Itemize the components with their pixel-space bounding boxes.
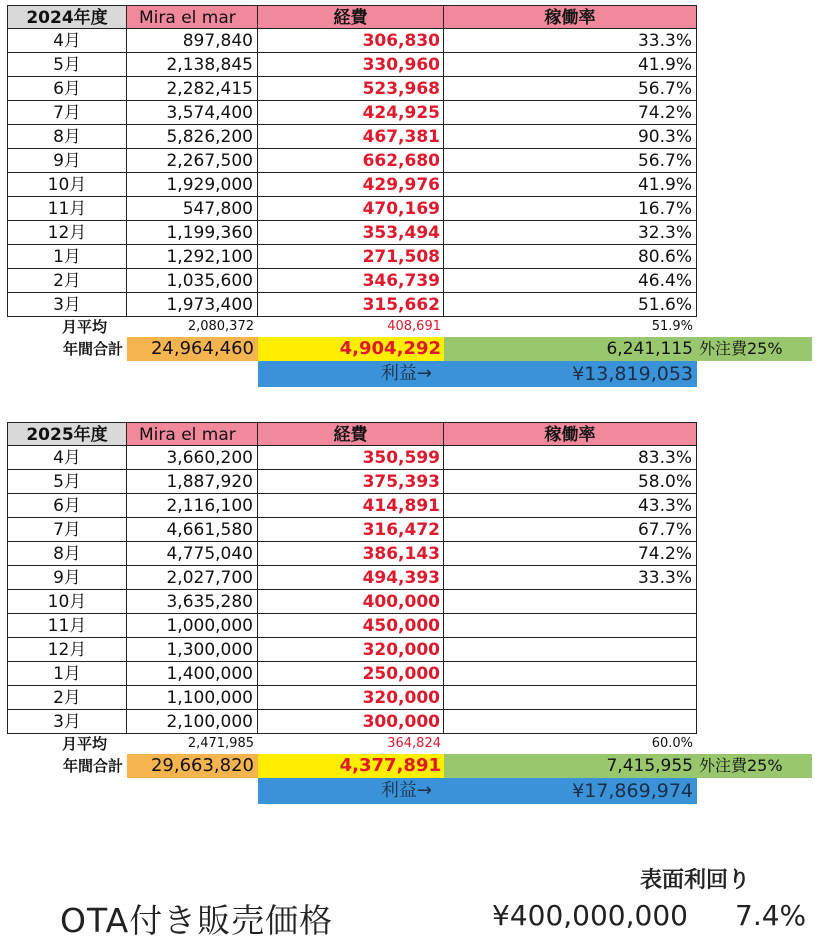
outsourcing-note: 外注費25% [699,339,783,358]
occupancy-cell: 33.3% [444,29,697,53]
occupancy-cell: 58.0% [444,470,697,494]
table-header [7,5,697,29]
expense-cell: 320,000 [258,638,444,662]
income-header: Mira el mar [127,5,258,29]
month-cell: 11月 [7,614,127,638]
month-cell: 9月 [7,566,127,590]
expense-cell: 350,599 [258,446,444,470]
income-header: Mira el mar [127,422,258,446]
total-label: 年間合計 [62,757,123,775]
month-cell: 1月 [7,245,127,269]
table-row [7,518,697,542]
expense-cell: 315,662 [258,293,444,317]
total-label: 年間合計 [62,340,123,358]
month-cell: 10月 [7,173,127,197]
table-row [7,470,697,494]
month-cell: 7月 [7,101,127,125]
occupancy-cell: 32.3% [444,221,697,245]
income-cell: 1,973,400 [127,293,258,317]
occupancy-cell [444,614,697,638]
month-cell: 3月 [7,710,127,734]
income-cell: 1,929,000 [127,173,258,197]
table-row [7,125,697,149]
income-cell: 1,300,000 [127,638,258,662]
month-cell: 4月 [7,446,127,470]
income-cell: 1,035,600 [127,269,258,293]
expense-cell: 414,891 [258,494,444,518]
expense-cell: 316,472 [258,518,444,542]
profit-label: 利益→ [380,780,432,801]
expense-cell: 250,000 [258,662,444,686]
expense-cell: 320,000 [258,686,444,710]
average-income: 2,080,372 [187,319,254,334]
occupancy-cell: 43.3% [444,494,697,518]
table-row [7,638,697,662]
table-row [7,245,697,269]
occupancy-cell: 74.2% [444,542,697,566]
table-row [7,710,697,734]
month-cell: 5月 [7,470,127,494]
average-expense: 408,691 [387,319,441,334]
expense-cell: 353,494 [258,221,444,245]
month-cell: 5月 [7,53,127,77]
table-row [7,566,697,590]
expense-cell: 662,680 [258,149,444,173]
income-cell: 1,292,100 [127,245,258,269]
occupancy-cell [444,590,697,614]
outsourcing-cell [444,754,812,778]
table-row [7,590,697,614]
income-cell: 3,660,200 [127,446,258,470]
income-cell: 2,138,845 [127,53,258,77]
occupancy-cell [444,686,697,710]
average-occupancy: 51.9% [651,319,693,334]
expense-header: 経費 [258,422,444,446]
expense-cell: 271,508 [258,245,444,269]
income-cell: 1,000,000 [127,614,258,638]
income-cell: 897,840 [127,29,258,53]
month-cell: 8月 [7,125,127,149]
income-cell: 547,800 [127,197,258,221]
occupancy-cell [444,710,697,734]
occupancy-cell [444,638,697,662]
table-row [7,53,697,77]
occupancy-cell: 56.7% [444,149,697,173]
month-cell: 9月 [7,149,127,173]
occupancy-cell: 90.3% [444,125,697,149]
average-label: 月平均 [61,318,107,336]
table-row [7,149,697,173]
profit-row [7,361,697,387]
occupancy-cell [444,662,697,686]
month-cell: 2月 [7,269,127,293]
month-cell: 11月 [7,197,127,221]
expense-cell: 300,000 [258,710,444,734]
expense-cell: 523,968 [258,77,444,101]
table-row [7,494,697,518]
occupancy-cell: 41.9% [444,173,697,197]
expense-cell: 467,381 [258,125,444,149]
occupancy-cell: 51.6% [444,293,697,317]
total-row [7,754,783,778]
table-row [7,197,697,221]
total-income: 24,964,460 [127,337,258,361]
total-outsourcing: 7,415,955 [606,756,693,776]
expense-cell: 306,830 [258,29,444,53]
average-label: 月平均 [61,735,107,753]
table-row [7,614,697,638]
total-expense: 4,377,891 [258,754,444,778]
year-label: 2025年度 [7,422,127,446]
expense-cell: 346,739 [258,269,444,293]
income-cell: 3,635,280 [127,590,258,614]
occupancy-cell: 56.7% [444,77,697,101]
month-cell: 12月 [7,638,127,662]
income-cell: 2,100,000 [127,710,258,734]
total-outsourcing: 6,241,115 [606,339,693,359]
table-row [7,269,697,293]
income-cell: 1,887,920 [127,470,258,494]
table-row [7,542,697,566]
occupancy-cell: 83.3% [444,446,697,470]
average-row [7,317,697,337]
occupancy-cell: 80.6% [444,245,697,269]
month-cell: 8月 [7,542,127,566]
month-cell: 1月 [7,662,127,686]
ota-sale-price-label: OTA付き販売価格 [60,901,334,940]
income-cell: 2,027,700 [127,566,258,590]
month-cell: 7月 [7,518,127,542]
income-cell: 2,282,415 [127,77,258,101]
expense-cell: 429,976 [258,173,444,197]
average-occupancy: 60.0% [651,736,693,751]
income-cell: 1,100,000 [127,686,258,710]
occupancy-cell: 16.7% [444,197,697,221]
table-row [7,77,697,101]
month-cell: 10月 [7,590,127,614]
occupancy-header: 稼働率 [444,5,697,29]
table-row [7,686,697,710]
occupancy-cell: 41.9% [444,53,697,77]
income-cell: 1,400,000 [127,662,258,686]
profit-label: 利益→ [380,363,432,384]
expense-cell: 400,000 [258,590,444,614]
expense-cell: 470,169 [258,197,444,221]
total-row [7,337,783,361]
table-row [7,173,697,197]
occupancy-cell: 67.7% [444,518,697,542]
expense-cell: 424,925 [258,101,444,125]
table-fy2025 [7,422,783,804]
total-income: 29,663,820 [127,754,258,778]
table-row [7,662,697,686]
table-header [7,422,697,446]
table-row [7,221,697,245]
income-cell: 5,826,200 [127,125,258,149]
income-cell: 3,574,400 [127,101,258,125]
average-income: 2,471,985 [187,736,254,751]
month-cell: 12月 [7,221,127,245]
occupancy-cell: 74.2% [444,101,697,125]
month-cell: 2月 [7,686,127,710]
table-row [7,101,697,125]
average-row [7,734,697,754]
outsourcing-note: 外注費25% [699,756,783,775]
occupancy-header: 稼働率 [444,422,697,446]
surface-yield-value: 7.4% [735,899,807,932]
profit-value: ¥13,819,053 [572,363,693,385]
income-cell: 2,267,500 [127,149,258,173]
sale-price: ¥400,000,000 [492,899,688,932]
month-cell: 6月 [7,77,127,101]
income-cell: 4,661,580 [127,518,258,542]
expense-cell: 386,143 [258,542,444,566]
surface-yield-label: 表面利回り [640,868,751,893]
table-fy2024 [7,5,783,387]
profit-value: ¥17,869,974 [572,780,693,802]
expense-cell: 450,000 [258,614,444,638]
profit-row [7,778,697,804]
expense-header: 経費 [258,5,444,29]
expense-cell: 330,960 [258,53,444,77]
occupancy-cell: 33.3% [444,566,697,590]
income-cell: 2,116,100 [127,494,258,518]
total-expense: 4,904,292 [258,337,444,361]
income-cell: 4,775,040 [127,542,258,566]
income-cell: 1,199,360 [127,221,258,245]
table-row [7,293,697,317]
month-cell: 3月 [7,293,127,317]
table-row [7,446,697,470]
month-cell: 4月 [7,29,127,53]
expense-cell: 375,393 [258,470,444,494]
expense-cell: 494,393 [258,566,444,590]
occupancy-cell: 46.4% [444,269,697,293]
year-label: 2024年度 [7,5,127,29]
outsourcing-cell [444,337,812,361]
month-cell: 6月 [7,494,127,518]
average-expense: 364,824 [387,736,441,751]
table-row [7,29,697,53]
